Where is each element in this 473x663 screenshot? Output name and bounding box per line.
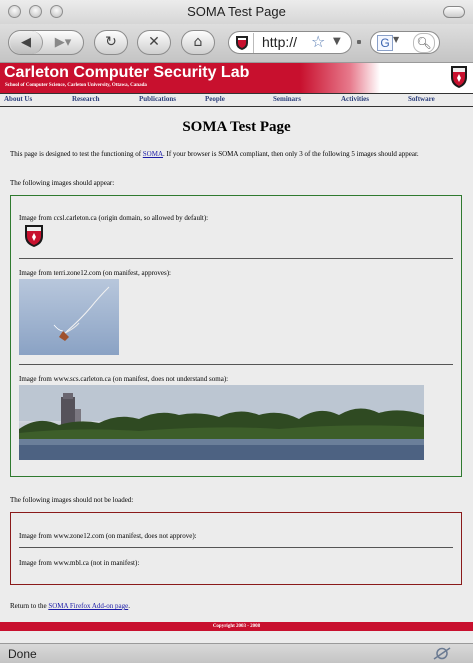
status-activity-icon[interactable] [432, 646, 452, 661]
nav-about-us[interactable]: About Us [4, 95, 33, 103]
blocked-images-box [10, 512, 462, 585]
soma-link[interactable]: SOMA [142, 150, 164, 158]
status-bar [0, 643, 473, 663]
stop-icon: ✕ [148, 34, 160, 50]
search-icon[interactable]: 🔍︎ [413, 33, 435, 53]
url-dropdown-icon[interactable]: ▼ [333, 36, 341, 47]
return-paragraph [10, 602, 458, 611]
carleton-shield-logo [450, 65, 468, 89]
nav-publications[interactable]: Publications [139, 95, 176, 103]
image-caption-mbl: Image from www.mbl.ca (not in manifest): [19, 559, 140, 567]
kite-photo [19, 279, 119, 355]
page-title: SOMA Test Page [182, 119, 291, 135]
url-text: http:// [262, 34, 298, 50]
return-text: Return to the [10, 602, 49, 610]
web-page [0, 63, 473, 642]
separator-line [19, 258, 453, 259]
reload-button[interactable] [94, 30, 128, 55]
image-caption-terri: Image from terri.zone12.com (on manifest, approves): [19, 269, 172, 277]
banner-heading: Carleton Computer Security Lab [4, 64, 250, 81]
campus-panorama-photo [19, 385, 424, 460]
address-bar-separator [253, 33, 254, 53]
toolbar-divider [357, 40, 361, 44]
should-not-load-text: The following images should not be loaded: [10, 496, 134, 504]
nav-seminars[interactable]: Seminars [273, 95, 301, 103]
separator-line [19, 547, 453, 548]
back-arrow-icon: ◀ [21, 35, 31, 50]
nav-software[interactable]: Software [408, 95, 435, 103]
forward-arrow-icon: ▶▾ [54, 35, 72, 50]
return-text-end: . [128, 602, 130, 610]
intro-paragraph [10, 150, 458, 159]
window-titlebar [0, 0, 473, 25]
nav-people[interactable]: People [205, 95, 225, 103]
nav-divider [0, 106, 473, 107]
site-shield-icon [235, 35, 249, 51]
kite-photo-drawing [19, 279, 119, 355]
back-button[interactable] [10, 31, 43, 54]
image-caption-zone12: Image from www.zone12.com (on manifest, does not approve): [19, 532, 197, 540]
nav-research[interactable]: Research [72, 95, 100, 103]
browser-toolbar [0, 24, 473, 63]
allowed-images-box [10, 195, 462, 477]
reload-icon: ↻ [105, 34, 117, 50]
soma-addon-link[interactable]: SOMA Firefox Add-on page [48, 602, 129, 610]
site-nav [0, 94, 473, 105]
home-button[interactable] [181, 30, 215, 55]
nav-activities[interactable]: Activities [341, 95, 369, 103]
copyright-footer: Copyright 2003 - 2008 [0, 622, 473, 631]
stop-button[interactable] [137, 30, 171, 55]
search-engine-icon[interactable]: G [377, 35, 393, 51]
intro-text-end: . If your browser is SOMA compliant, then only 3 of the following 5 images should appear. [163, 150, 419, 158]
site-banner [0, 63, 473, 93]
intro-text: This page is designed to test the functioning of [10, 150, 143, 158]
status-text: Done [8, 647, 37, 661]
back-forward-control [8, 30, 84, 55]
address-bar[interactable] [228, 31, 352, 54]
search-engine-dropdown-icon[interactable]: ▼ [393, 35, 400, 44]
separator-line [19, 364, 453, 365]
ccsl-shield-image [24, 224, 44, 248]
window-title: SOMA Test Page [187, 4, 286, 19]
bookmark-star-icon[interactable]: ☆ [311, 32, 326, 51]
should-appear-text: The following images should appear: [10, 179, 115, 187]
search-bar[interactable] [370, 31, 440, 54]
campus-panorama-drawing [19, 385, 424, 460]
banner-subheading: School of Computer Science, Carleton University, Ottawa, Canada [5, 83, 147, 88]
forward-button[interactable] [45, 31, 81, 54]
image-caption-ccsl: Image from ccsl.carleton.ca (origin domain, so allowed by default): [19, 214, 209, 222]
toolbar-toggle-button[interactable] [443, 6, 465, 18]
home-icon: ⌂ [193, 34, 203, 50]
image-caption-scs: Image from www.scs.carleton.ca (on manifest, does not understand soma): [19, 375, 229, 383]
